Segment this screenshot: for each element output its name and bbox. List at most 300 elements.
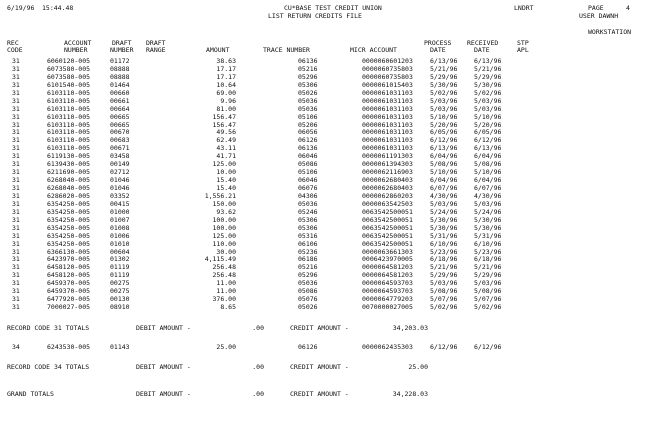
row-account: 6423970-005 [47,255,91,264]
row-micr: 0000060735803 [362,64,413,73]
row-code: 31 [12,176,20,185]
row-code: 31 [12,112,20,121]
row-amount: 100.00 [212,215,236,224]
row-code: 31 [12,255,20,264]
row-account: 6073580-005 [47,64,91,73]
row-micr: 0000061191303 [362,152,413,161]
row-amount: 125.00 [212,160,236,169]
row-received-date: 5/29/96 [474,72,502,81]
row-process-date: 6/13/96 [430,57,458,65]
row-process-date: 5/08/96 [430,160,458,169]
row-amount: 41.71 [216,152,236,161]
totals34-debit: .00 [252,363,264,371]
col-received: RECEIVED [467,39,499,47]
row34-draft: 01143 [110,343,130,351]
row-process-date: 5/30/96 [430,223,458,232]
row-account: 6354250-005 [47,199,91,208]
row-trace: 06136 [298,144,318,153]
row-process-date: 5/21/96 [430,64,458,73]
row-code: 31 [12,215,20,224]
row-amount: 1,556.21 [204,191,236,200]
row-process-date: 6/07/96 [430,184,458,192]
row-account: 6268040-005 [47,176,91,185]
row-micr: 0000061031103 [362,128,413,137]
row-amount: 15.40 [216,176,236,185]
row-amount: 17.17 [216,72,236,81]
row-code: 31 [12,120,20,129]
row-process-date: 6/10/96 [430,239,458,248]
row-amount: 93.62 [216,207,236,216]
row-process-date: 5/10/96 [430,112,458,121]
table-row [0,240,651,248]
row-account: 6073580-005 [47,72,91,81]
row-account: 6103110-005 [47,144,91,153]
row-received-date: 5/03/96 [474,199,502,208]
col-apl: APL [517,46,529,54]
row-code: 31 [12,128,20,137]
row-amount: 43.11 [216,144,236,153]
table-row [0,248,651,256]
row-received-date: 5/03/96 [474,279,502,288]
row-amount: 10.64 [216,80,236,89]
table-row [0,152,651,160]
row-account: 6103110-005 [47,104,91,113]
row-trace: 05246 [298,207,318,216]
row-process-date: 6/04/96 [430,152,458,161]
row-amount: 38.63 [216,57,236,65]
row-amount: 62.49 [216,136,236,145]
row-account: 6458120-005 [47,263,91,272]
row-received-date: 6/13/96 [474,57,502,65]
row-trace: 05236 [298,247,318,256]
row-received-date: 6/10/96 [474,239,502,248]
row-micr: 0000062116903 [362,168,413,177]
row-process-date: 5/23/96 [430,247,458,256]
row-amount: 81.00 [216,104,236,113]
row-micr: 0000062680403 [362,176,413,185]
row-received-date: 6/12/96 [474,136,502,145]
row-account: 6103110-005 [47,88,91,97]
row-draft: 00683 [110,136,130,145]
row-draft: 00661 [110,96,130,105]
row-process-date: 5/30/96 [430,215,458,224]
row-account: 6366130-005 [47,247,91,256]
program-name: LNDRT [514,4,534,12]
row-draft: 03458 [110,152,130,161]
row-micr: 0000061031103 [362,88,413,97]
row-draft: 00665 [110,112,130,121]
row-received-date: 5/08/96 [474,287,502,296]
table-row [0,192,651,200]
row-account: 6458120-005 [47,271,91,280]
row-received-date: 5/30/96 [474,223,502,232]
table-row [0,89,651,97]
row-account: 6103110-005 [47,128,91,137]
row-trace: 05026 [298,88,318,97]
row-draft: 00660 [110,88,130,97]
col-draft-range-1: DRAFT [146,39,166,47]
row-micr: 0000064593703 [362,287,413,296]
row34-amount: 25.00 [216,343,236,351]
row-received-date: 5/10/96 [474,112,502,121]
row-draft: 00415 [110,199,130,208]
report-date: 6/19/96 [7,4,35,12]
row-amount: 10.00 [216,168,236,177]
row34-micr: 0000062435303 [362,343,413,351]
totals31-label: RECORD CODE 31 TOTALS [7,324,90,332]
table-row [0,113,651,121]
row-draft: 00670 [110,128,130,137]
row-trace: 05036 [298,279,318,288]
row-micr: 0000064779203 [362,295,413,304]
row-code: 31 [12,136,20,145]
row-account: 6354250-005 [47,231,91,240]
row-process-date: 5/20/96 [430,120,458,129]
row-code: 31 [12,184,20,192]
page-label: PAGE [588,4,604,12]
table-row [0,81,651,89]
row-draft: 00671 [110,144,130,153]
row-trace: 06106 [298,239,318,248]
row-amount: 69.00 [216,88,236,97]
row-micr: 0070000027005 [362,303,413,312]
table-row [0,263,651,271]
row-trace: 06186 [298,255,318,264]
row-draft: 01172 [110,57,130,65]
row-micr: 0000064581203 [362,263,413,272]
row-micr: 0000061031103 [362,104,413,113]
row-received-date: 6/13/96 [474,144,502,153]
grand-debit: .00 [252,390,264,398]
table-row [0,57,651,65]
row-trace: 05206 [298,120,318,129]
row-account: 6354250-005 [47,207,91,216]
row-received-date: 5/30/96 [474,80,502,89]
row-amount: 30.00 [216,247,236,256]
table-row [0,73,651,81]
col-received-date: DATE [474,46,490,54]
row-received-date: 5/21/96 [474,263,502,272]
row-account: 6268040-005 [47,184,91,192]
table-row [0,65,651,73]
grand-debit-label: DEBIT AMOUNT - [136,390,191,398]
row-process-date: 6/12/96 [430,136,458,145]
row-code: 31 [12,168,20,177]
row-draft: 01010 [110,239,130,248]
row-micr: 0000064593703 [362,279,413,288]
report-time: 15:44.48 [42,4,74,12]
col-account: ACCOUNT [64,39,92,47]
row-account: 6459370-005 [47,279,91,288]
row-amount: 11.00 [216,287,236,296]
row-trace: 05216 [298,263,318,272]
row-micr: 0063542500051 [362,239,413,248]
table-row [0,128,651,136]
table-row [0,232,651,240]
row-process-date: 5/02/96 [430,303,458,312]
row-received-date: 5/24/96 [474,207,502,216]
totals34-label: RECORD CODE 34 TOTALS [7,363,90,371]
row-trace: 04306 [298,191,318,200]
table-row [0,184,651,192]
col-draft: DRAFT [112,39,132,47]
table-row [0,97,651,105]
col-process-date: DATE [430,46,446,54]
row-received-date: 5/23/96 [474,247,502,256]
row-process-date: 4/30/96 [430,191,458,200]
row-trace: 05106 [298,112,318,121]
row-account: 6119130-005 [47,152,91,161]
row-draft: 08888 [110,64,130,73]
row-process-date: 6/04/96 [430,176,458,185]
row-account: 6211690-005 [47,168,91,177]
row-code: 31 [12,57,20,65]
row-received-date: 5/29/96 [474,271,502,280]
row-trace: 06046 [298,152,318,161]
row-received-date: 4/30/96 [474,191,502,200]
row34-process: 6/12/96 [430,343,458,351]
row-received-date: 5/07/96 [474,295,502,304]
row-trace: 06056 [298,128,318,137]
row-trace: 05036 [298,96,318,105]
row-received-date: 5/31/96 [474,231,502,240]
row-process-date: 6/13/96 [430,144,458,153]
table-row [0,255,651,263]
row-process-date: 5/10/96 [430,168,458,177]
row-code: 31 [12,279,20,288]
row-micr: 0063542500051 [362,223,413,232]
row34-received: 6/12/96 [474,343,502,351]
row-amount: 8.65 [220,303,236,312]
row-account: 6354250-005 [47,223,91,232]
row34-code: 34 [12,343,20,351]
row-draft: 08888 [110,72,130,81]
row-code: 31 [12,96,20,105]
row-received-date: 6/07/96 [474,184,502,192]
row-trace: 05306 [298,223,318,232]
row-amount: 100.00 [212,223,236,232]
col-stp: STP [517,39,529,47]
table-row [0,200,651,208]
row-received-date: 6/04/96 [474,152,502,161]
row-code: 31 [12,295,20,304]
row-received-date: 6/05/96 [474,128,502,137]
row-amount: 150.00 [212,199,236,208]
row-received-date: 5/03/96 [474,96,502,105]
row-micr: 0000061031103 [362,96,413,105]
row-process-date: 5/02/96 [430,88,458,97]
row-code: 31 [12,247,20,256]
row-trace: 05086 [298,160,318,169]
row-code: 31 [12,271,20,280]
row-trace: 06126 [298,136,318,145]
col-account-number: NUMBER [64,46,88,54]
row-amount: 156.47 [212,120,236,129]
col-micr: MICR ACCOUNT [350,46,397,54]
row-draft: 01464 [110,80,130,89]
table-row [0,303,651,311]
totals34-credit-label: CREDIT AMOUNT - [290,363,349,371]
row-trace: 05216 [298,64,318,73]
row-process-date: 5/31/96 [430,231,458,240]
row-account: 6286020-005 [47,191,91,200]
row-process-date: 6/05/96 [430,128,458,137]
report-title: LIST RETURN CREDITS FILE [268,12,362,20]
row-process-date: 5/21/96 [430,263,458,272]
row-code: 31 [12,303,20,312]
row-code: 31 [12,199,20,208]
row-trace: 05036 [298,199,318,208]
row-amount: 11.00 [216,279,236,288]
row-code: 31 [12,64,20,73]
row-draft: 08910 [110,303,130,312]
row-amount: 376.00 [212,295,236,304]
row-micr: 0000061031103 [362,136,413,145]
row-draft: 00604 [110,247,130,256]
row-micr: 0000061394303 [362,160,413,169]
row-code: 31 [12,263,20,272]
row-account: 6103110-005 [47,136,91,145]
row-micr: 0000060735803 [362,72,413,81]
row-amount: 49.56 [216,128,236,137]
row-code: 31 [12,160,20,169]
table-row [0,160,651,168]
row-received-date: 5/30/96 [474,215,502,224]
row-code: 31 [12,191,20,200]
row-trace: 05026 [298,303,318,312]
row-account: 6103110-005 [47,96,91,105]
row-micr: 0063542500051 [362,215,413,224]
row-account: 6354250-005 [47,239,91,248]
row-code: 31 [12,72,20,81]
row-received-date: 5/03/96 [474,104,502,113]
row-micr: 0000064581203 [362,271,413,280]
row-account: 6459370-005 [47,287,91,296]
row-code: 31 [12,104,20,113]
col-code: CODE [7,46,23,54]
row-micr: 0000060601203 [362,57,413,65]
col-amount: AMOUNT [206,46,230,54]
row-trace: 05086 [298,287,318,296]
totals31-credit: 34,203.03 [392,324,428,332]
col-rec: REC [7,39,19,47]
row-code: 31 [12,144,20,153]
row-micr: 0063542500051 [362,231,413,240]
row-draft: 00665 [110,120,130,129]
row-micr: 0000062680403 [362,184,413,192]
row-process-date: 5/03/96 [430,199,458,208]
row-draft: 00275 [110,279,130,288]
row-process-date: 5/03/96 [430,104,458,113]
table-row [0,136,651,144]
row-draft: 01000 [110,207,130,216]
col-trace: TRACE NUMBER [263,46,310,54]
row-draft: 01119 [110,271,130,280]
row-micr: 0000061031103 [362,112,413,121]
row-draft: 01046 [110,184,130,192]
row-draft: 01046 [110,176,130,185]
row-received-date: 5/08/96 [474,160,502,169]
col-draft-number: NUMBER [110,46,134,54]
row-code: 31 [12,231,20,240]
row-trace: 05076 [298,295,318,304]
row-process-date: 5/30/96 [430,80,458,89]
org-name: CU*BASE TEST CREDIT UNION [284,4,382,12]
table-row [0,176,651,184]
workstation-label: WORKSTATION [588,28,632,36]
user-id: USER DAWNH [579,12,619,20]
totals31-debit-label: DEBIT AMOUNT - [136,324,191,332]
col-draft-range-2: RANGE [146,46,166,54]
row-trace: 05296 [298,271,318,280]
table-row [0,168,651,176]
row-draft: 00664 [110,104,130,113]
row-received-date: 5/21/96 [474,64,502,73]
row-micr: 0000061031103 [362,120,413,129]
row-micr: 0000063661303 [362,247,413,256]
row-draft: 01006 [110,231,130,240]
row-process-date: 5/29/96 [430,72,458,81]
table-row [0,121,651,129]
row-amount: 9.96 [220,96,236,105]
row-code: 31 [12,223,20,232]
row-received-date: 5/10/96 [474,168,502,177]
row-account: 6103110-005 [47,120,91,129]
row-process-date: 5/24/96 [430,207,458,216]
row-draft: 01007 [110,215,130,224]
row-trace: 05036 [298,104,318,113]
row-amount: 125.00 [212,231,236,240]
row-process-date: 5/29/96 [430,271,458,280]
row-received-date: 6/18/96 [474,255,502,264]
row-process-date: 5/07/96 [430,295,458,304]
row-amount: 17.17 [216,64,236,73]
table-row [0,144,651,152]
row-code: 31 [12,152,20,161]
row-micr: 0000063542503 [362,199,413,208]
row-amount: 256.48 [212,263,236,272]
row-amount: 15.40 [216,184,236,192]
table-row [0,271,651,279]
page-number: 4 [626,4,630,12]
row-micr: 0000061031103 [362,144,413,153]
row-trace: 06076 [298,184,318,192]
row-account: 6354250-005 [47,215,91,224]
row-received-date: 5/20/96 [474,120,502,129]
row-amount: 4,115.49 [204,255,236,264]
row-draft: 00149 [110,160,130,169]
row-draft: 01302 [110,255,130,264]
row-code: 31 [12,207,20,216]
table-row [0,224,651,232]
row-process-date: 5/03/96 [430,96,458,105]
row-micr: 0063542500051 [362,207,413,216]
row-process-date: 5/08/96 [430,287,458,296]
row-account: 7000027-005 [47,303,91,312]
detail-rows [0,57,651,311]
row-trace: 05106 [298,168,318,177]
row-account: 6060120-005 [47,57,91,65]
table-row [0,287,651,295]
row-draft: 01119 [110,263,130,272]
totals31-credit-label: CREDIT AMOUNT - [290,324,349,332]
row-draft: 03352 [110,191,130,200]
table-row [0,105,651,113]
row-account: 6103110-005 [47,112,91,121]
grand-credit-label: CREDIT AMOUNT - [290,390,349,398]
row-amount: 256.48 [212,271,236,280]
table-row [0,208,651,216]
